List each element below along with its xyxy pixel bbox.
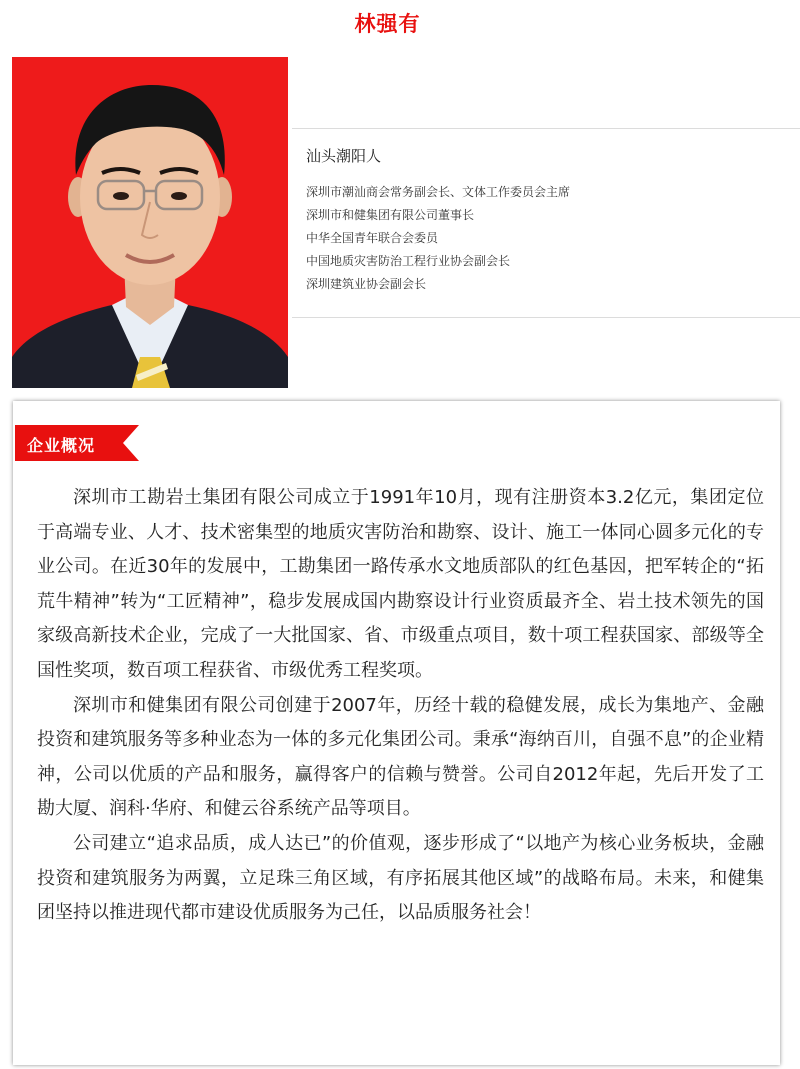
role-item: 中华全国青年联合会委员 xyxy=(306,231,439,245)
role-item: 深圳市和健集团有限公司董事长 xyxy=(306,208,475,222)
roles-list xyxy=(306,181,570,296)
role-item: 深圳市潮汕商会常务副会长、文体工作委员会主席 xyxy=(306,185,571,199)
page-title: 林强有 xyxy=(354,12,421,36)
paragraph: 深圳市和健集团有限公司创建于2007年，历经十载的稳健发展，成长为集地产、金融投资和建筑服务等多种业态为一体的多元化集团公司。秉承“海纳百川，自强不息”的企业精神，公司以优质的产品和服务，赢得客户的信赖与赞誉。公司自2012年起，先后开发了工勘大厦、润科·华府、和健云谷系统产品等项目。 xyxy=(37,694,764,820)
paragraph: 深圳市工勘岩土集团有限公司成立于1991年10月，现有注册资本3.2亿元，集团定位于高端专业、人才、技术密集型的地质灾害防治和勘察、设计、施工一体同心圆多元化的专业公司。在近30年的发展中，工勘集团一路传承水文地质部队的红色基因，把军转企的“拓荒牛精神”转为“工匠精神”，稳步发展成国内勘察设计行业资质最齐全、岩土技术领先的国家级高新技术企业，完成了一大批国家、省、市级重点项目，数十项工程获国家、部级等全国性奖项，数百项工程获省、市级优秀工程奖项。 xyxy=(37,487,764,681)
section-heading xyxy=(15,425,139,461)
role-item: 中国地质灾害防治工程行业协会副会长 xyxy=(306,254,511,268)
company-overview-card xyxy=(13,401,780,1065)
section-title: 企业概况 xyxy=(27,436,96,455)
role-item: 深圳建筑业协会副会长 xyxy=(306,277,427,291)
portrait-photo xyxy=(12,57,288,388)
overview-text xyxy=(37,481,764,931)
bio-panel xyxy=(292,128,800,318)
paragraph: 公司建立“追求品质，成人达已”的价值观，逐步形成了“以地产为核心业务板块，金融投资和建筑服务为两翼，立足珠三角区域，有序拓展其他区域”的战略布局。未来，和健集团坚持以推进现代都市建设优质服务为己任，以品质服务社会！ xyxy=(37,832,764,924)
origin-text: 汕头潮阳人 xyxy=(306,147,382,165)
